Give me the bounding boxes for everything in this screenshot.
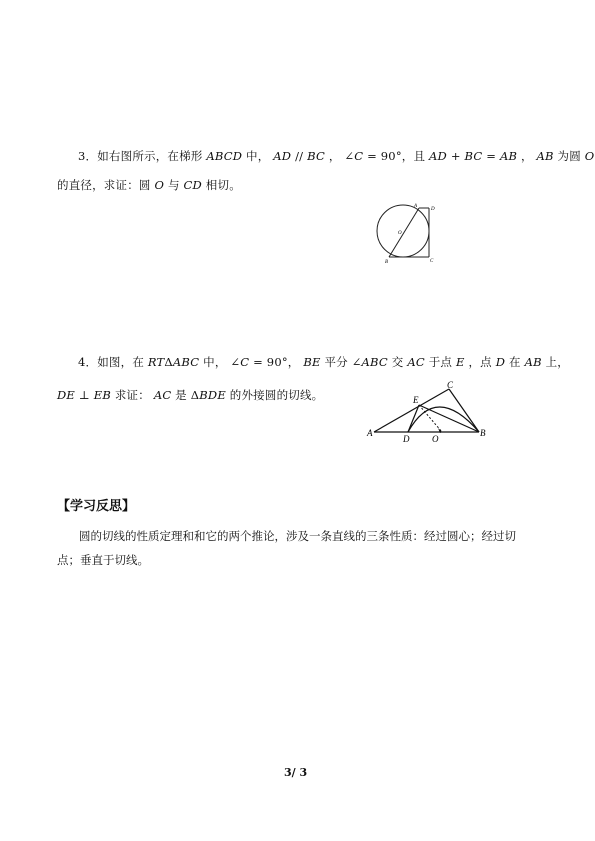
problem4-line2: DE ⊥ EB 求证： AC 是 ΔBDE 的外接圆的切线。: [57, 388, 324, 402]
circle-o: [377, 205, 429, 257]
label-d: D: [431, 207, 435, 212]
problem3-line2: 的直径，求证：圆 O 与 CD 相切。: [57, 178, 241, 192]
problem4-line1: 4．如图，在 RTΔABC 中， ∠C = 90°， BE 平分 ∠ABC 交 AC 于点 E ，点 D 在 AB 上，: [78, 355, 569, 369]
label-a: A: [414, 204, 418, 209]
label-e: E: [413, 395, 419, 405]
problem4-number: 4．: [78, 355, 98, 369]
label-c: C: [430, 259, 434, 264]
problem3-figure: [372, 200, 452, 266]
reflection-heading: 【学习反思】: [57, 499, 136, 514]
label-b: B: [385, 260, 389, 265]
label-o: O: [398, 231, 402, 236]
problem4-figure: [364, 380, 494, 445]
reflection-body: 圆的切线的性质定理和和它的两个推论，涉及一条直线的三条性质：经过圆心；经过切点；垂直于切线。: [57, 529, 516, 567]
page-number: 3/ 3: [284, 766, 308, 779]
label-b: B: [480, 428, 486, 438]
problem3-line1: 3．如右图所示，在梯形 ABCD 中， AD // BC ， ∠C = 90°，且 AD + BC = AB ， AB 为圆 O: [78, 149, 595, 163]
label-d: D: [403, 434, 410, 444]
label-a: A: [367, 428, 373, 438]
arc-circumcircle: [408, 407, 479, 432]
diameter-ab: [389, 208, 419, 257]
label-o: O: [432, 434, 439, 444]
label-c: C: [447, 380, 454, 390]
problem3-number: 3．: [78, 149, 98, 163]
